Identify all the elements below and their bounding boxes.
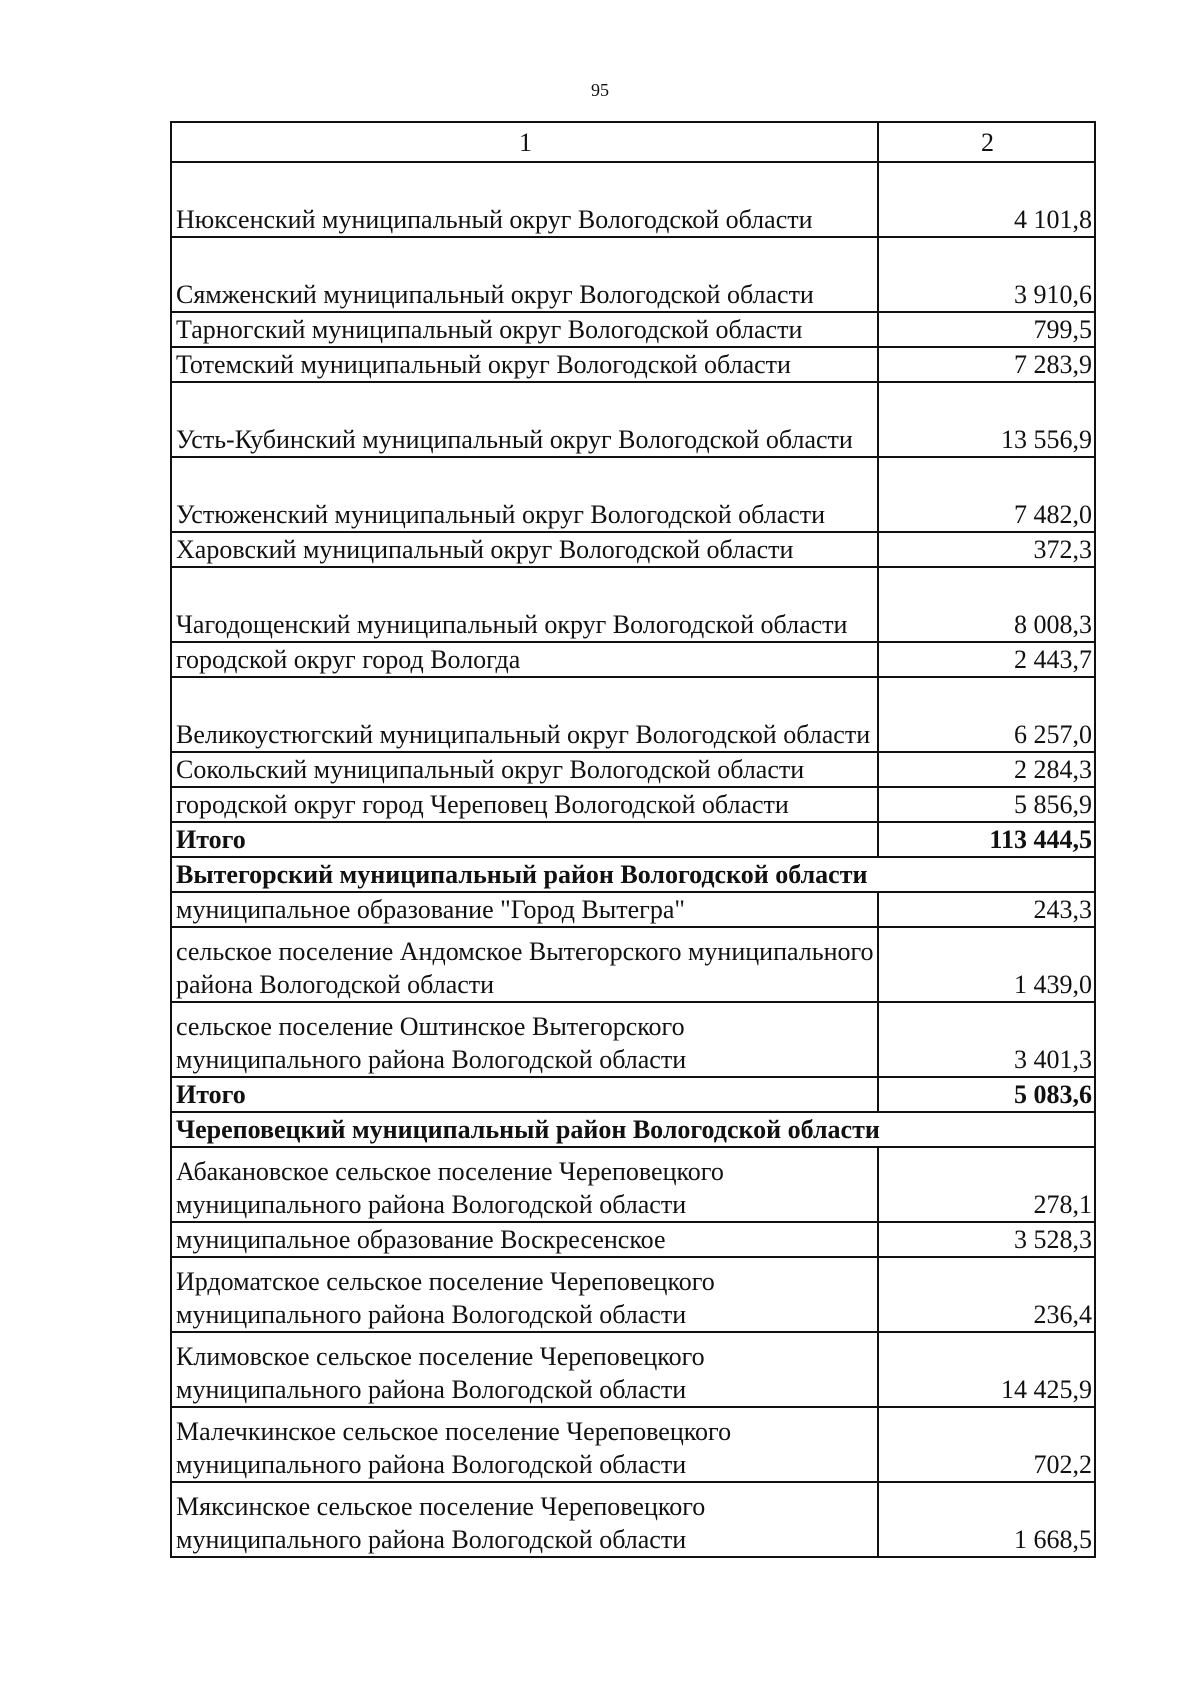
municipality-name: Харовский муниципальный округ Вологодской области bbox=[171, 532, 878, 567]
municipality-name: городской округ город Вологда bbox=[171, 642, 878, 677]
amount-value: 243,3 bbox=[878, 892, 1095, 927]
table-row bbox=[171, 1002, 1095, 1077]
municipality-name: Мяксинское сельское поселение Череповецкого муниципального района Вологодской области bbox=[171, 1482, 878, 1557]
municipality-name: сельское поселение Оштинское Вытегорского муниципального района Вологодской области bbox=[171, 1002, 878, 1077]
amount-value: 1 439,0 bbox=[878, 927, 1095, 1002]
section-title: Череповецкий муниципальный район Вологодской области bbox=[171, 1112, 1095, 1147]
header-col-1: 1 bbox=[171, 122, 878, 162]
table-row bbox=[171, 1407, 1095, 1482]
section-header-row bbox=[171, 1112, 1095, 1147]
municipality-name: городской округ город Череповец Вологодской области bbox=[171, 787, 878, 822]
table-row bbox=[171, 927, 1095, 1002]
table-row bbox=[171, 312, 1095, 347]
table-row bbox=[171, 382, 1095, 457]
table-row bbox=[171, 892, 1095, 927]
table-row bbox=[171, 457, 1095, 532]
amount-value: 14 425,9 bbox=[878, 1332, 1095, 1407]
table-row bbox=[171, 1147, 1095, 1222]
amount-value: 4 101,8 bbox=[878, 162, 1095, 237]
municipality-name: Тотемский муниципальный округ Вологодской области bbox=[171, 347, 878, 382]
table-row bbox=[171, 642, 1095, 677]
municipality-name: Ирдоматское сельское поселение Череповецкого муниципального района Вологодской области bbox=[171, 1257, 878, 1332]
amount-value: 13 556,9 bbox=[878, 382, 1095, 457]
municipality-name: муниципальное образование Воскресенское bbox=[171, 1222, 878, 1257]
total-value: 113 444,5 bbox=[878, 822, 1095, 857]
municipality-name: Тарногский муниципальный округ Вологодской области bbox=[171, 312, 878, 347]
total-label: Итого bbox=[171, 1077, 878, 1112]
table-row bbox=[171, 1332, 1095, 1407]
table-row bbox=[171, 237, 1095, 312]
table-row bbox=[171, 567, 1095, 642]
table-row bbox=[171, 752, 1095, 787]
table-row bbox=[171, 532, 1095, 567]
amount-value: 6 257,0 bbox=[878, 677, 1095, 752]
section-title: Вытегорский муниципальный район Вологодской области bbox=[171, 857, 1095, 892]
total-value: 5 083,6 bbox=[878, 1077, 1095, 1112]
data-table bbox=[170, 121, 1096, 1558]
amount-value: 2 284,3 bbox=[878, 752, 1095, 787]
municipality-name: сельское поселение Андомское Вытегорского муниципального района Вологодской области bbox=[171, 927, 878, 1002]
amount-value: 5 856,9 bbox=[878, 787, 1095, 822]
amount-value: 3 528,3 bbox=[878, 1222, 1095, 1257]
table-row bbox=[171, 1222, 1095, 1257]
municipality-name: Великоустюгский муниципальный округ Вологодской области bbox=[171, 677, 878, 752]
table-row bbox=[171, 347, 1095, 382]
amount-value: 236,4 bbox=[878, 1257, 1095, 1332]
total-label: Итого bbox=[171, 822, 878, 857]
table-row bbox=[171, 1482, 1095, 1557]
table-body bbox=[171, 122, 1095, 1557]
municipality-name: Усть-Кубинский муниципальный округ Вологодской области bbox=[171, 382, 878, 457]
municipality-name: муниципальное образование "Город Вытегра" bbox=[171, 892, 878, 927]
table-row bbox=[171, 677, 1095, 752]
amount-value: 3 401,3 bbox=[878, 1002, 1095, 1077]
total-row bbox=[171, 822, 1095, 857]
table-row bbox=[171, 1257, 1095, 1332]
amount-value: 1 668,5 bbox=[878, 1482, 1095, 1557]
municipality-name: Устюженский муниципальный округ Вологодской области bbox=[171, 457, 878, 532]
page-number: 95 bbox=[591, 80, 609, 100]
municipality-name: Малечкинское сельское поселение Череповецкого муниципального района Вологодской области bbox=[171, 1407, 878, 1482]
municipality-name: Климовское сельское поселение Череповецкого муниципального района Вологодской области bbox=[171, 1332, 878, 1407]
table-row bbox=[171, 787, 1095, 822]
amount-value: 702,2 bbox=[878, 1407, 1095, 1482]
section-header-row bbox=[171, 857, 1095, 892]
amount-value: 7 283,9 bbox=[878, 347, 1095, 382]
amount-value: 7 482,0 bbox=[878, 457, 1095, 532]
header-col-2: 2 bbox=[878, 122, 1095, 162]
amount-value: 799,5 bbox=[878, 312, 1095, 347]
amount-value: 372,3 bbox=[878, 532, 1095, 567]
total-row bbox=[171, 1077, 1095, 1112]
amount-value: 8 008,3 bbox=[878, 567, 1095, 642]
table-row bbox=[171, 162, 1095, 237]
municipality-name: Сямженский муниципальный округ Вологодской области bbox=[171, 237, 878, 312]
municipality-name: Абакановское сельское поселение Череповецкого муниципального района Вологодской области bbox=[171, 1147, 878, 1222]
municipality-name: Сокольский муниципальный округ Вологодской области bbox=[171, 752, 878, 787]
municipality-name: Нюксенский муниципальный округ Вологодской области bbox=[171, 162, 878, 237]
amount-value: 278,1 bbox=[878, 1147, 1095, 1222]
amount-value: 3 910,6 bbox=[878, 237, 1095, 312]
municipality-name: Чагодощенский муниципальный округ Вологодской области bbox=[171, 567, 878, 642]
amount-value: 2 443,7 bbox=[878, 642, 1095, 677]
table-header-row bbox=[171, 122, 1095, 162]
